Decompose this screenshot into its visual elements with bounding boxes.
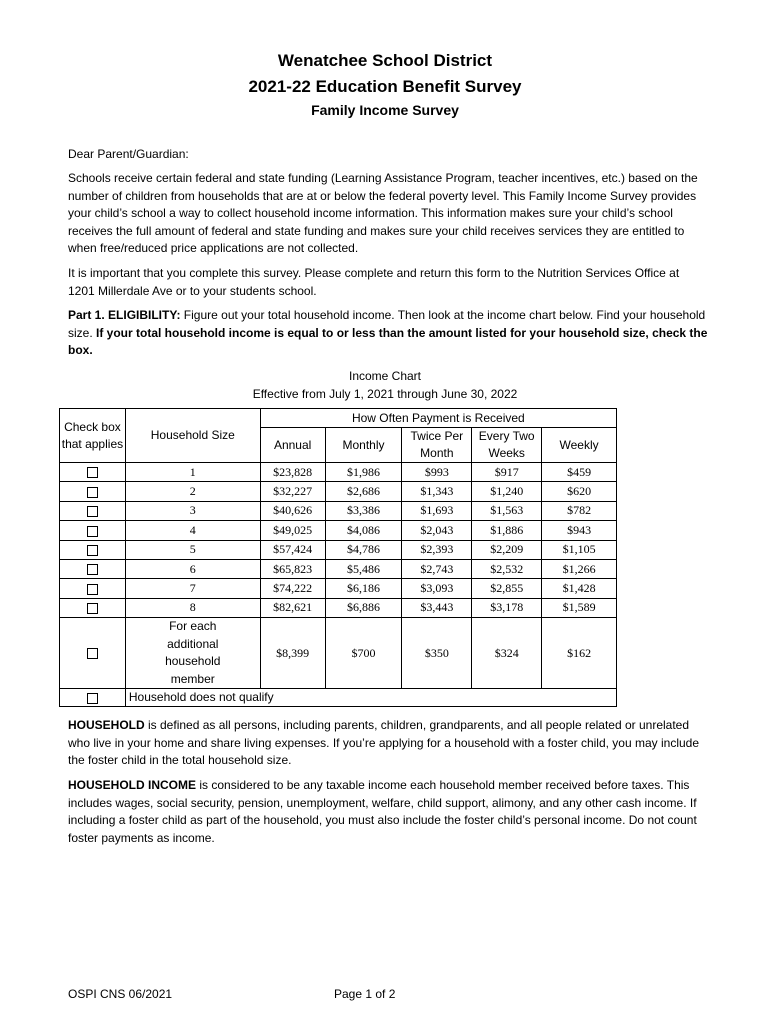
household-label: HOUSEHOLD: [68, 718, 145, 732]
table-row-additional-member: [60, 618, 617, 689]
checkbox-size-2[interactable]: [87, 487, 98, 498]
weekly-cell: $1,589: [542, 598, 617, 617]
household-income-text: is considered to be any taxable income each household member received before taxes. This includes wages, social security, pension, unemployment, welfare, child support, alimony, and any other cash income. If including a foster child as part of the household, you must also include the foster child’s personal income. Do not count foster payments as income.: [68, 778, 697, 845]
annual-cell: $57,424: [260, 540, 325, 559]
table-row: [60, 463, 617, 482]
monthly-cell: $6,886: [325, 598, 402, 617]
table-row: [60, 579, 617, 598]
annual-cell: $82,621: [260, 598, 325, 617]
annual-cell: $23,828: [260, 463, 325, 482]
household-size-cell: 4: [125, 521, 260, 540]
monthly-header: Monthly: [325, 428, 402, 463]
household-size-cell: 2: [125, 482, 260, 501]
form-id: OSPI CNS 06/2021: [68, 987, 173, 1001]
twice-per-month-cell: $2,043: [402, 521, 472, 540]
monthly-cell: $5,486: [325, 559, 402, 578]
page-number: Page 1 of 2: [334, 987, 396, 1001]
part1-text: Figure out your total household income. Then look at the income chart below. Find your household size.: [68, 308, 706, 340]
household-size-header: Household Size: [125, 409, 260, 463]
household-income-definition: [68, 777, 708, 847]
not-qualify-label: Household does not qualify: [125, 689, 616, 707]
checkbox-size-1[interactable]: [87, 467, 98, 478]
payment-frequency-header: How Often Payment is Received: [260, 409, 616, 428]
twice-per-month-cell: $1,693: [402, 501, 472, 520]
salutation: Dear Parent/Guardian:: [68, 147, 189, 161]
weekly-cell: $1,266: [542, 559, 617, 578]
household-text: is defined as all persons, including parents, children, grandparents, and all people related or unrelated who live in your home and share living expenses. If you’re applying for a household with a foster child, you may include the foster child in the total household size.: [68, 718, 700, 768]
survey-subtitle: Family Income Survey: [311, 102, 459, 118]
twice-per-month-header: Twice Per Month: [402, 428, 472, 463]
household-size-cell: 5: [125, 540, 260, 559]
monthly-cell: $1,986: [325, 463, 402, 482]
household-size-cell: 6: [125, 559, 260, 578]
household-size-cell: 1: [125, 463, 260, 482]
table-row: [60, 540, 617, 559]
monthly-cell: $4,086: [325, 521, 402, 540]
household-size-cell: 7: [125, 579, 260, 598]
household-size-cell: 8: [125, 598, 260, 617]
twice-per-month-cell: $2,743: [402, 559, 472, 578]
every-two-weeks-cell: $1,240: [472, 482, 542, 501]
weekly-header: Weekly: [542, 428, 617, 463]
twice-per-month-cell: $1,343: [402, 482, 472, 501]
household-definition: [68, 717, 708, 770]
table-row: [60, 482, 617, 501]
part1-paragraph: [68, 307, 708, 360]
checkbox-size-7[interactable]: [87, 584, 98, 595]
weekly-cell: $1,428: [542, 579, 617, 598]
every-two-weeks-cell: $2,855: [472, 579, 542, 598]
twice-per-month-cell: $3,443: [402, 598, 472, 617]
checkbox-size-3[interactable]: [87, 506, 98, 517]
every-two-weeks-cell: $917: [472, 463, 542, 482]
twice-per-month-cell: $2,393: [402, 540, 472, 559]
part1-label: Part 1. ELIGIBILITY:: [68, 308, 181, 322]
household-size-cell: 3: [125, 501, 260, 520]
twice-per-month-cell: $350: [402, 618, 472, 689]
weekly-cell: $162: [542, 618, 617, 689]
table-row-not-qualify: [60, 689, 617, 707]
monthly-cell: $2,686: [325, 482, 402, 501]
district-title: Wenatchee School District: [277, 51, 493, 70]
annual-cell: $8,399: [260, 618, 325, 689]
return-paragraph: It is important that you complete this survey. Please complete and return this form to the Nutrition Services Office at 1201 Millerdale Ave or to your students school.: [68, 266, 680, 298]
twice-per-month-cell: $993: [402, 463, 472, 482]
checkbox-size-5[interactable]: [87, 545, 98, 556]
check-column-header: Check box that applies: [60, 409, 126, 463]
checkbox-size-6[interactable]: [87, 564, 98, 575]
income-chart-table: [59, 408, 617, 707]
weekly-cell: $943: [542, 521, 617, 540]
income-chart-title: Income Chart: [348, 369, 422, 383]
income-chart-effective: Effective from July 1, 2021 through June 30, 2022: [252, 387, 518, 401]
checkbox-size-4[interactable]: [87, 526, 98, 537]
annual-cell: $49,025: [260, 521, 325, 540]
table-row: [60, 501, 617, 520]
annual-cell: $65,823: [260, 559, 325, 578]
weekly-cell: $782: [542, 501, 617, 520]
twice-per-month-cell: $3,093: [402, 579, 472, 598]
annual-cell: $74,222: [260, 579, 325, 598]
monthly-cell: $700: [325, 618, 402, 689]
monthly-cell: $3,386: [325, 501, 402, 520]
every-two-weeks-cell: $324: [472, 618, 542, 689]
every-two-weeks-cell: $3,178: [472, 598, 542, 617]
weekly-cell: $1,105: [542, 540, 617, 559]
checkbox-size-8[interactable]: [87, 603, 98, 614]
every-two-weeks-cell: $2,532: [472, 559, 542, 578]
checkbox-additional-member[interactable]: [87, 648, 98, 659]
weekly-cell: $620: [542, 482, 617, 501]
household-income-label: HOUSEHOLD INCOME: [68, 778, 197, 792]
annual-cell: $32,227: [260, 482, 325, 501]
monthly-cell: $4,786: [325, 540, 402, 559]
monthly-cell: $6,186: [325, 579, 402, 598]
document-header: [0, 48, 770, 120]
every-two-weeks-cell: $1,563: [472, 501, 542, 520]
part1-bold-text: If your total household income is equal to or less than the amount listed for your household size, check the box.: [68, 325, 708, 358]
annual-cell: $40,626: [260, 501, 325, 520]
annual-header: Annual: [260, 428, 325, 463]
every-two-weeks-cell: $1,886: [472, 521, 542, 540]
survey-title: 2021-22 Education Benefit Survey: [248, 77, 522, 96]
intro-paragraph: Schools receive certain federal and state funding (Learning Assistance Program, teacher incentives, etc.) based on the number of children from households that are at or below the federal poverty level. This Family Income Survey provides your child’s school a way to collect household income information. This information makes sure your child’s school receives the full amount of federal and state funding and makes sure your child receives services they are entitled to when free/reduced price applications are not collected.: [68, 171, 698, 256]
every-two-weeks-cell: $2,209: [472, 540, 542, 559]
every-two-weeks-header: Every Two Weeks: [472, 428, 542, 463]
table-row: [60, 559, 617, 578]
table-row: [60, 598, 617, 617]
table-row: [60, 521, 617, 540]
additional-member-label: For each additional household member: [125, 618, 260, 689]
weekly-cell: $459: [542, 463, 617, 482]
checkbox-not-qualify[interactable]: [87, 693, 98, 704]
